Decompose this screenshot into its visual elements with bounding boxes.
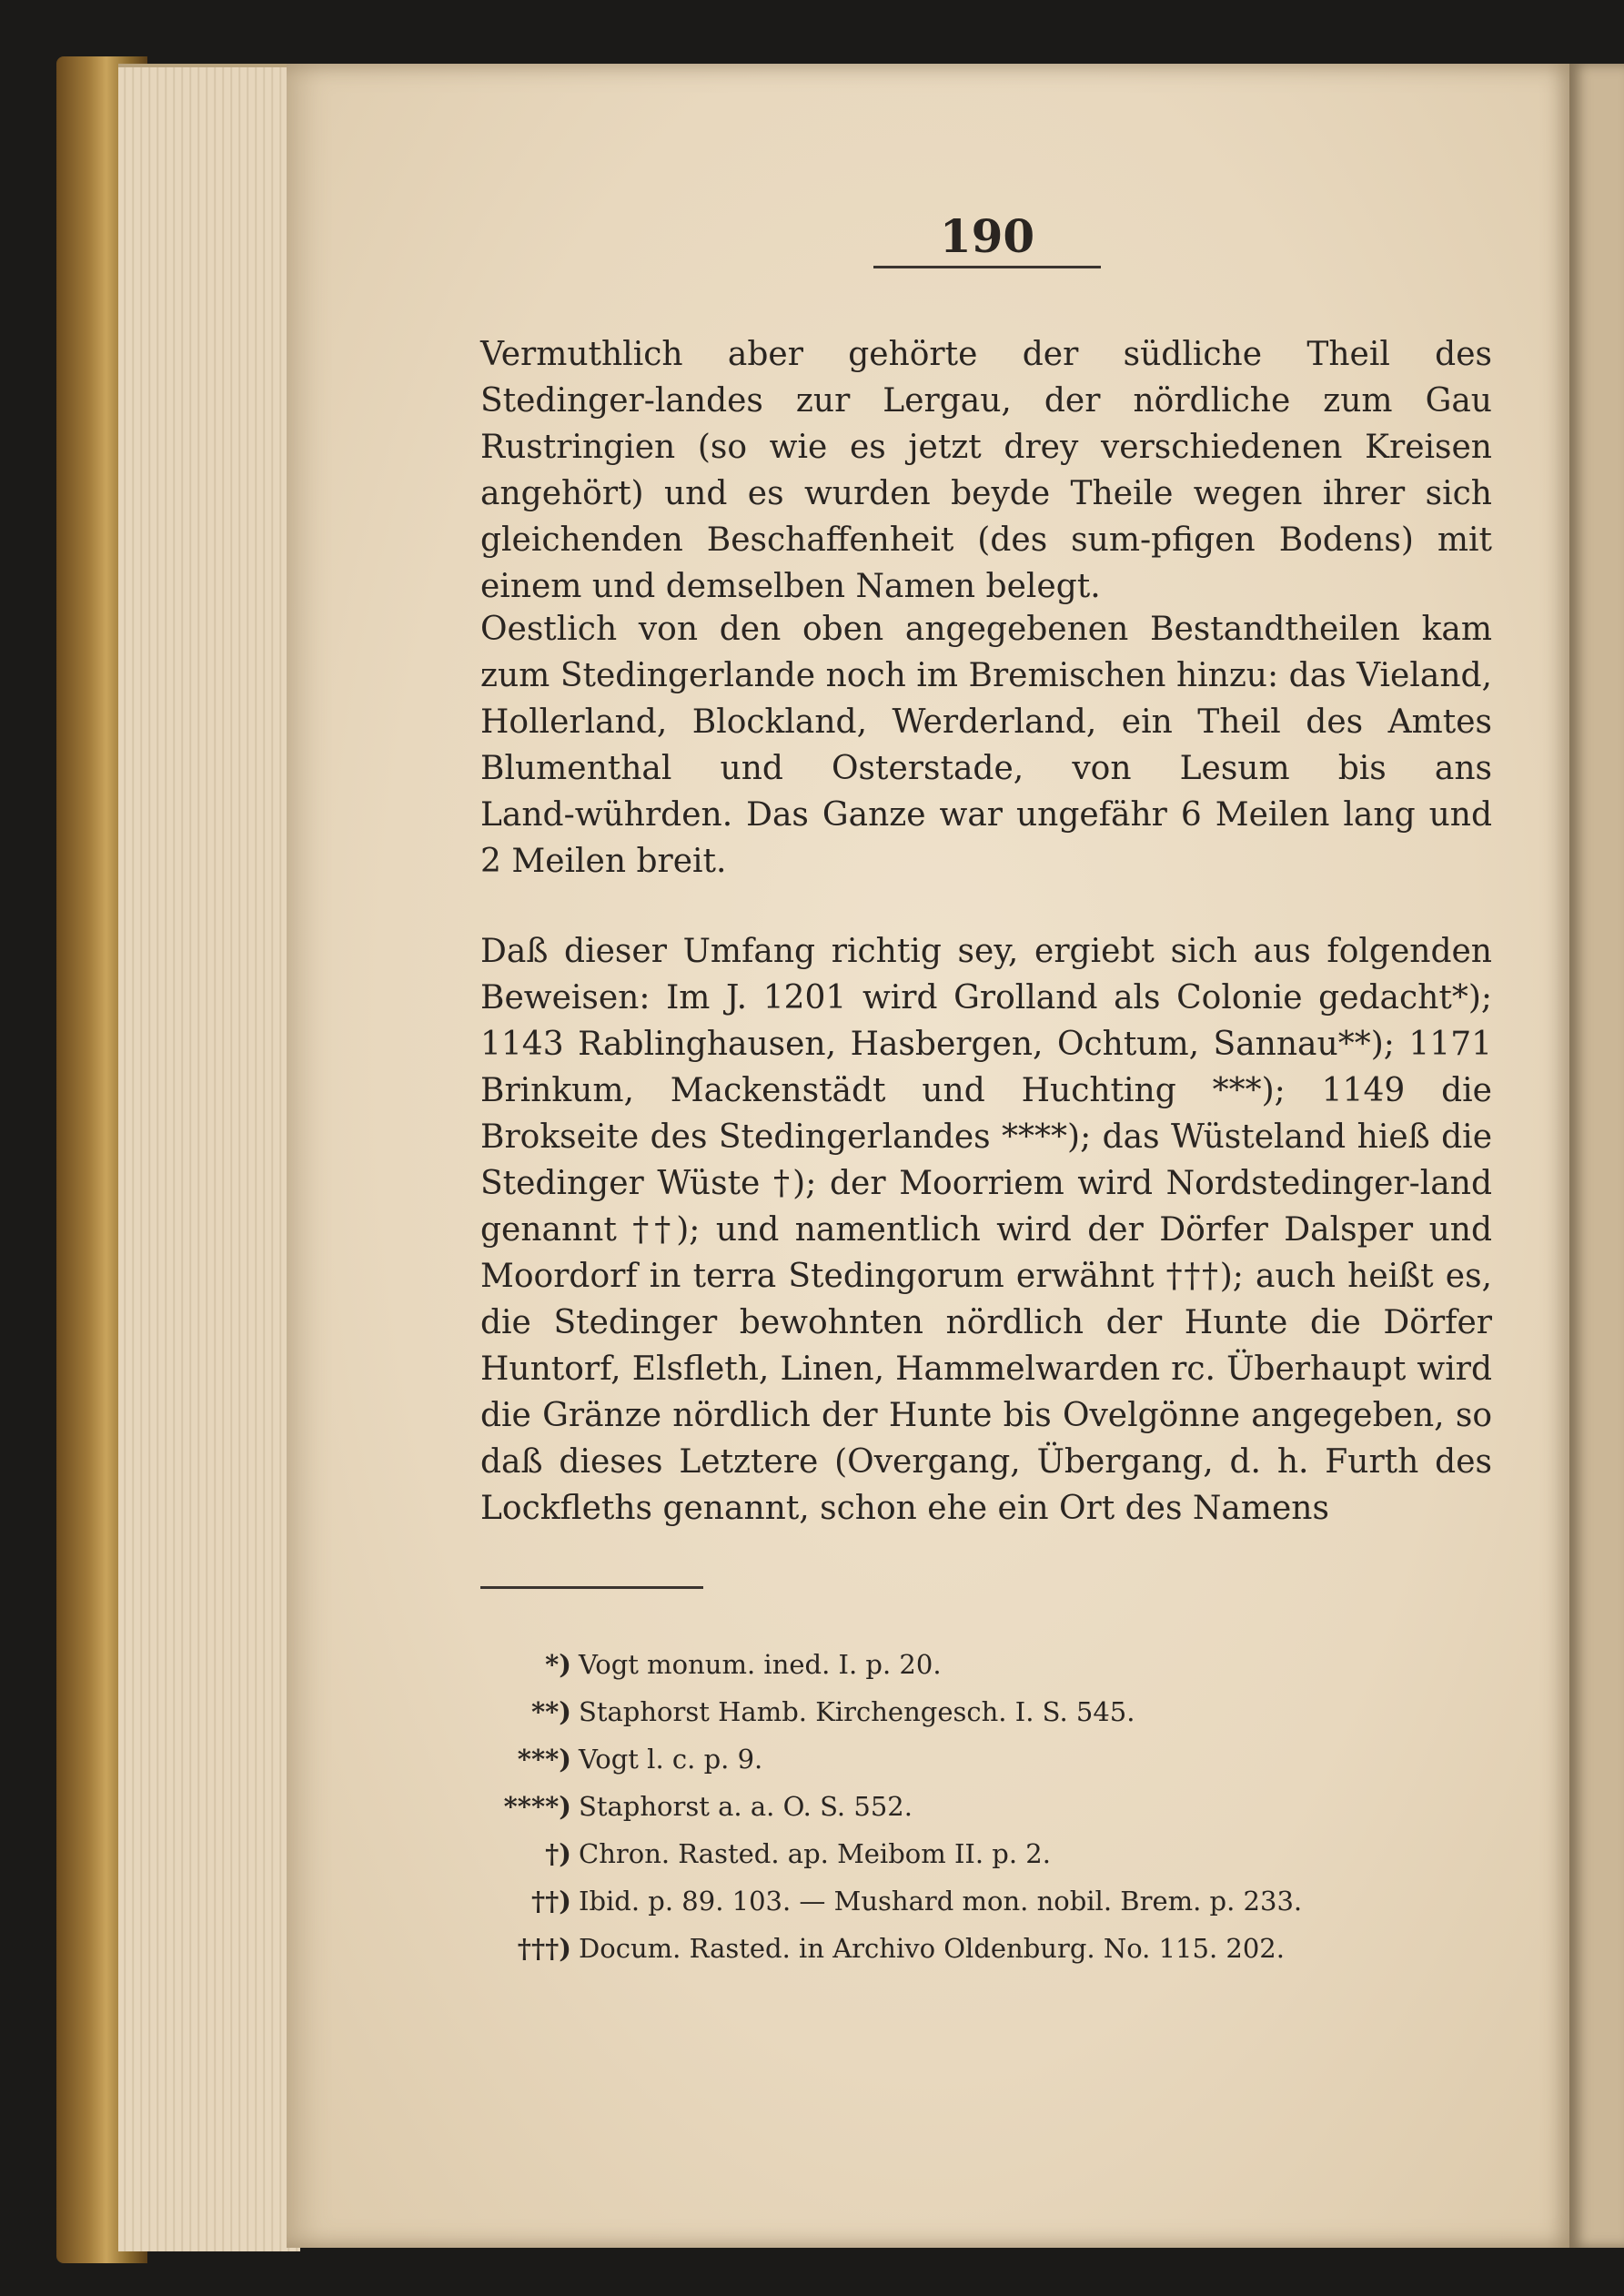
- page-edges: [118, 64, 300, 2251]
- footnote: [480, 1735, 1492, 1783]
- footnote: [480, 1925, 1492, 1972]
- footnote: [480, 1641, 1492, 1688]
- footnote: [480, 1877, 1492, 1925]
- footnote-mark: †††): [517, 1933, 571, 1964]
- footnote: [480, 1830, 1492, 1877]
- footnote-text: Ibid. p. 89. 103. — Mushard mon. nobil. Brem. p. 233.: [579, 1886, 1303, 1917]
- footnote-mark: ****): [503, 1791, 571, 1822]
- footnote: [480, 1783, 1492, 1830]
- footnotes: [480, 1641, 1492, 1972]
- paragraph-2: Oestlich von den oben angegebenen Bestandtheilen kam zum Stedingerlande noch im Bremischen hinzu: das Vieland, Hollerland, Blockland, Werderland, ein Theil des Amtes Blumenthal und Osterstade, von Lesum bis ans Land‑wührden. Das Ganze war ungefähr 6 Meilen lang und 2 Meilen breit.: [480, 611, 1492, 880]
- footnote-mark: ***): [517, 1744, 571, 1775]
- footnote-text: Chron. Rasted. ap. Meibom II. p. 2.: [579, 1838, 1051, 1869]
- footnote-text: Staphorst a. a. O. S. 552.: [579, 1791, 913, 1822]
- footnote-mark: *): [545, 1649, 571, 1680]
- footnote-mark: †): [545, 1838, 571, 1869]
- paragraph-1: Vermuthlich aber gehörte der südliche Theil des Stedinger‑landes zur Lergau, der nördliche zum Gau Rustringien (so wie es jetzt drey verschiedenen Kreisen angehört) und es wurden beyde Theile wegen ihrer sich gleichenden Beschaffenheit (des sum‑pfigen Bodens) mit einem und demselben Namen belegt.: [480, 336, 1492, 605]
- footnote-text: Vogt l. c. p. 9.: [579, 1744, 763, 1775]
- paragraph-3: Daß dieser Umfang richtig sey, ergiebt sich aus folgenden Beweisen: Im J. 1201 wird Grolland als Colonie gedacht*); 1143 Rablinghausen, Hasbergen, Ochtum, Sannau**); 1171 Brinkum, Mackenstädt und Huchting ***); 1149 die Brokseite des Stedingerlandes ****); das Wüsteland hieß die Stedinger Wüste †); der Moorriem wird Nordstedinger‑land genannt ††); und namentlich wird der Dörfer Dalsper und Moordorf in terra Stedingorum erwähnt †††); auch heißt es, die Stedinger bewohnten nördlich der Hunte die Dörfer Huntorf, Elsfleth, Linen, Hammelwarden rc. Überhaupt wird die Gränze nördlich der Hunte bis Ovelgönne angegeben, so daß dieses Letztere (Overgang, Übergang, d. h. Furth des Lockfleths genannt, schon ehe ein Ort des Namens: [480, 933, 1492, 1527]
- footnote-rule: [480, 1586, 703, 1589]
- footnote-text: Vogt monum. ined. I. p. 20.: [579, 1649, 942, 1680]
- footnote-mark: ††): [530, 1886, 571, 1917]
- footnote: [480, 1688, 1492, 1735]
- page-number: 190: [939, 209, 1035, 263]
- footnote-mark: **): [530, 1696, 571, 1727]
- header-rule: [873, 266, 1101, 268]
- footnote-text: Staphorst Hamb. Kirchengesch. I. S. 545.: [579, 1696, 1135, 1727]
- footnote-text: Docum. Rasted. in Archivo Oldenburg. No. 115. 202.: [579, 1933, 1285, 1964]
- facing-page-edge: [1569, 64, 1624, 2248]
